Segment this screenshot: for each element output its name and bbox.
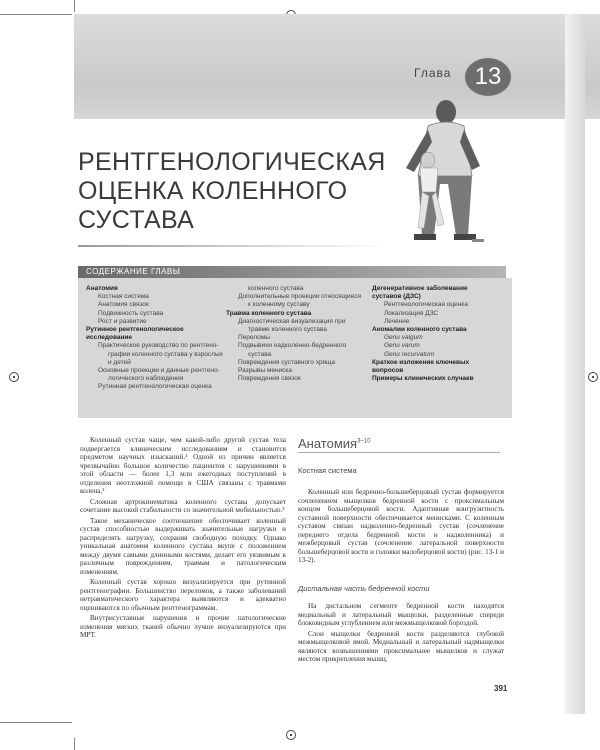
paragraph: На дистальном сегменте бедренной кости находятся медиальный и латеральный мыщелки, разделенные спереди блоковидным углублением или межмыщелковой бороздой.	[298, 602, 504, 627]
toc-item: Лечение	[384, 317, 410, 325]
toc-item: Примеры клинических случаев	[372, 375, 474, 383]
toc-item: Краткое изложение ключевых	[372, 358, 470, 366]
toc-item: травме коленного сустава	[248, 326, 327, 334]
toc-item: Костная система	[98, 293, 149, 301]
toc-item: логического наблюдения	[108, 375, 184, 383]
registration-mark-bottom	[286, 730, 296, 740]
table-of-contents	[78, 278, 512, 418]
toc-item: графии коленного сустава у взрослых	[108, 350, 223, 358]
paragraph: Сложная артрокинематика коленного сустава допускает сочетание высокой стабильности со значительной мобильностью.³	[80, 497, 286, 514]
toc-item: и детей	[108, 358, 131, 366]
section-heading-anatomy: Анатомия$^{3-10}$	[298, 436, 371, 451]
distal-femur-text	[298, 602, 504, 666]
toc-item: Подвижность сустава	[98, 309, 164, 317]
toc-item: Аномалии коленного сустава	[372, 326, 467, 334]
toc-item: Основные проекции и данные рентгено-	[98, 367, 220, 375]
subheading-bone-system: Костная система	[298, 466, 357, 475]
chapter-title-line: РЕНТГЕНОЛОГИЧЕСКАЯ	[78, 148, 386, 176]
toc-item: Рутинная рентгенологическая оценка	[98, 383, 212, 391]
toc-item: Диагностическая визуализация при	[238, 317, 346, 325]
chapter-title-line: ОЦЕНКА КОЛЕННОГО	[78, 177, 348, 205]
page-number: 391	[494, 684, 508, 693]
toc-item: Рост и развитие	[98, 317, 147, 325]
paragraph: Внутрисуставные нарушения и прочие патологические изменения мягких тканей обычно лучше визуализируются при МРТ.	[80, 614, 286, 639]
toc-item: Практическое руководство по рентгено-	[98, 342, 219, 350]
toc-item: сустава	[248, 350, 272, 358]
toc-item: Genu valgum	[384, 334, 423, 342]
toc-item: к коленному суставу	[248, 301, 310, 309]
toc-item: Переломы	[238, 334, 270, 342]
trim-line	[0, 722, 72, 723]
toc-item: Повреждения суставного хряща	[238, 358, 335, 366]
toc-item: Повреждения связок	[238, 375, 301, 383]
header-band	[74, 14, 600, 119]
toc-item: суставов (ДЗС)	[372, 293, 421, 301]
toc-header: СОДЕРЖАНИЕ ГЛАВЫ	[78, 266, 506, 278]
paragraph: Коленный или бедренно-большеберцовый сустав формируется сочленением мыщелков бедренной кости с проксимальным концом большеберцовой кости. Адаптивная конгруэнтность суставной поверхности обеспечивается менисками. С коленным суставом связан надколенно-бедренный сустав (сочленение переднего отдела бедренной кости и надколенника) и межберцовый сустав (сочленение латеральной поверхности большеберцовой кости и головки малоберцовой кости) (рис. 13-1 и 13-2).	[298, 488, 504, 564]
toc-item: Genu recurvatum	[384, 350, 435, 358]
title-rule	[78, 245, 388, 247]
chapter-label: Глава	[414, 66, 452, 80]
registration-mark-right	[588, 372, 598, 382]
paragraph: Коленный сустав чаще, чем какой-либо другой сустав тела подвергается клиническим исследованиям и становится предметом научных изысканий.¹ Одной из причин является чрезвычайно большое количество пациентов с нарушениями в этой области — более 1,3 млн ежегодных поступлений в отделения неотложной помощи в США связаны с травмами колена.²	[80, 436, 286, 495]
toc-item: Дегенеративное заболевание	[372, 285, 468, 292]
chapter-title	[78, 148, 386, 235]
subheading-distal-femur: Дистальная часть бедренной кости	[298, 584, 430, 593]
trim-line	[74, 738, 75, 750]
trim-line	[0, 14, 72, 15]
paragraph: Слои мыщелки бедренной кости разделяются глубокой межмыщелковой ямой. Медиальный и латеральный надмыщелки являются возвышениями проксимальнее мыщелков и служат местом прикрепления мышц.	[298, 629, 504, 663]
toc-item: Анатомия	[86, 285, 118, 292]
chapter-title-line: СУСТАВА	[78, 206, 195, 234]
toc-item: Травма коленного сустава	[226, 309, 312, 317]
trim-line	[74, 0, 75, 12]
toc-column	[226, 285, 362, 383]
chapter-photo	[388, 96, 490, 246]
chapter-number-badge: 13	[465, 58, 511, 96]
toc-item: вопросов	[372, 367, 404, 375]
paragraph: Такое механическое соотношение обеспечивает коленный сустав способностью выдерживать значительные нагрузки и распределять нагрузку, сохраняя свободную походку. Однако уникальная анатомия коленного сустава вкупе с положением между двумя самыми длинными костями, делает его уязвимым к различным повреждениям, травмам и патологическим изменениям.	[80, 516, 286, 576]
toc-column	[86, 285, 222, 392]
toc-item: Разрывы мениска	[238, 367, 293, 375]
section-rule	[298, 452, 500, 453]
toc-item: Рентгенологическая оценка	[384, 301, 468, 309]
toc-item: Анатомия связок	[98, 301, 149, 309]
toc-item: Локализация ДЗС	[384, 309, 439, 317]
paragraph: Коленный сустав хорошо визуализируется при рутинной рентгенографии. Большинство переломов, а также заболеваний нетравматического характера выявляются и адекватно оцениваются по обычным рентгенограммам.	[80, 578, 286, 612]
toc-item: коленного сустава	[248, 285, 304, 292]
anatomy-text	[298, 488, 504, 567]
toc-item: исследование	[86, 334, 133, 342]
toc-item: Подвывихи надколенно-бедренного	[238, 342, 347, 350]
intro-text	[80, 436, 286, 642]
toc-item: Genu varum	[384, 342, 420, 350]
toc-item: Дополнительные проекции относящиеся	[238, 293, 362, 301]
side-band	[565, 14, 585, 714]
toc-column	[372, 285, 508, 383]
toc-item: Рутинное рентгенологическое	[86, 326, 184, 334]
registration-mark-left	[9, 372, 19, 382]
